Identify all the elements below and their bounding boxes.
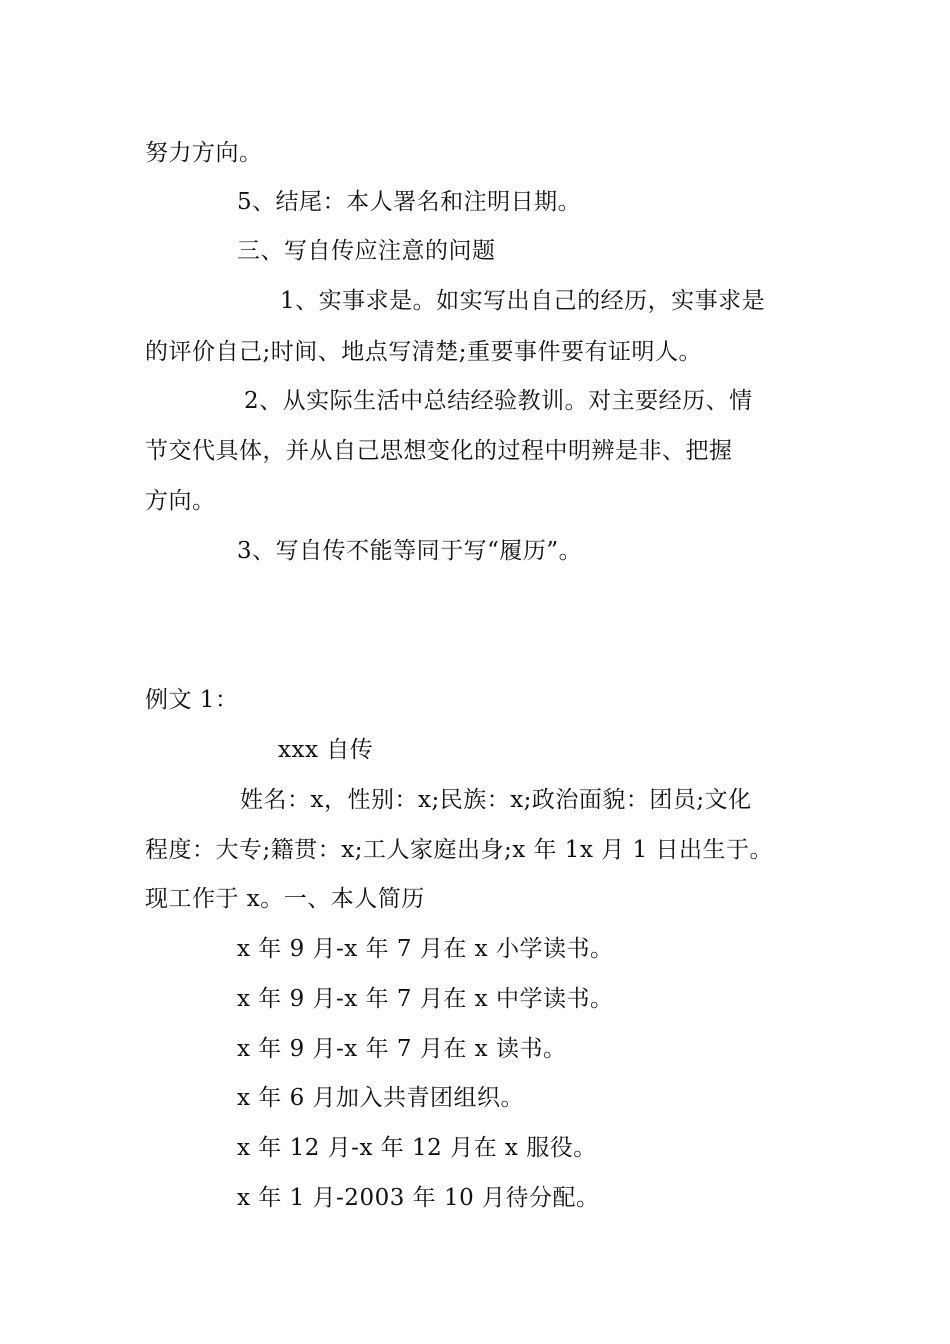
text-line: 1、实事求是。如实写出自己的经历，实事求是 (280, 288, 766, 314)
text-line: 节交代具体，并从自己思想变化的过程中明辨是非、把握 (145, 438, 733, 464)
section-heading: 三、写自传应注意的问题 (237, 238, 496, 264)
list-item: x 年 6 月加入共青团组织。 (237, 1085, 525, 1111)
text-line: 现工作于 x。一、本人简历 (145, 886, 425, 912)
example-title: xxx 自传 (278, 737, 374, 763)
list-item: x 年 12 月-x 年 12 月在 x 服役。 (237, 1135, 597, 1161)
text-line: 程度：大专;籍贯：x;工人家庭出身;x 年 1x 月 1 日出生于。 (145, 837, 773, 863)
text-line: 5、结尾：本人署名和注明日期。 (237, 189, 582, 215)
text-line: 方向。 (145, 488, 216, 514)
text-line: 努力方向。 (145, 140, 263, 166)
list-item: x 年 9 月-x 年 7 月在 x 读书。 (237, 1036, 567, 1062)
list-item: x 年 9 月-x 年 7 月在 x 中学读书。 (237, 986, 614, 1012)
example-label: 例文 1： (145, 687, 239, 713)
text-line: 的评价自己;时间、地点写清楚;重要事件要有证明人。 (145, 339, 702, 365)
list-item: x 年 1 月-2003 年 10 月待分配。 (237, 1185, 600, 1211)
list-item: x 年 9 月-x 年 7 月在 x 小学读书。 (237, 936, 614, 962)
text-line: 2、从实际生活中总结经验教训。对主要经历、情 (244, 388, 753, 414)
text-line: 姓名：x，性别：x;民族：x;政治面貌：团员;文化 (240, 787, 752, 813)
text-line: 3、写自传不能等同于写“履历”。 (237, 538, 583, 564)
